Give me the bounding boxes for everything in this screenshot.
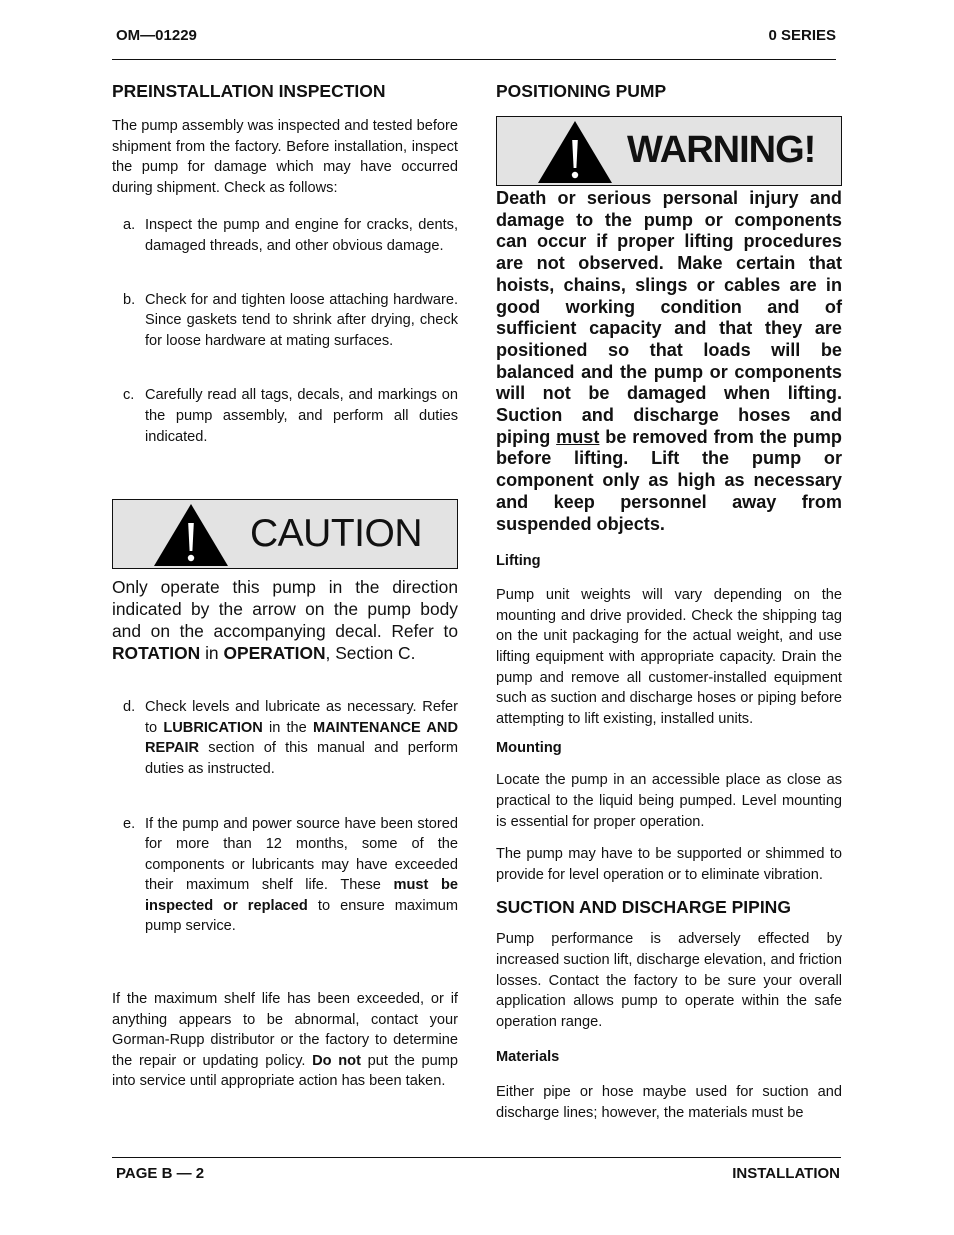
warning-banner <box>496 116 842 186</box>
list-text: Check for and tighten loose attaching hardware. Since gaskets tend to shrink after drying, check for loose hardware at mating surfaces. <box>145 291 458 349</box>
section-label: INSTALLATION <box>732 1165 840 1182</box>
list-marker: d. <box>123 699 136 716</box>
doc-number: OM—01229 <box>116 27 197 44</box>
right-column <box>496 80 842 1124</box>
header-rule <box>112 59 836 60</box>
mounting-subheading: Mounting <box>496 740 562 757</box>
suction-heading: SUCTION AND DISCHARGE PIPING <box>496 897 791 918</box>
list-text: Check levels and lubricate as necessary. Refer to LUBRICATION in the MAINTENANCE AND REPAIR section of this manual and perform duties as instructed. <box>145 699 459 777</box>
lifting-subheading: Lifting <box>496 553 541 570</box>
warning-triangle-icon <box>537 120 613 184</box>
mounting-paragraph-2: The pump may have to be supported or shimmed to provide for level operation or to eliminate vibration. <box>496 846 842 883</box>
list-item <box>112 215 458 256</box>
preinstallation-intro: The pump assembly was inspected and tested before shipment from the factory. Before installation, inspect the pump for damage which may have occurred during shipment. Check as follows: <box>112 118 458 196</box>
warning-label: WARNING! <box>627 129 816 171</box>
list-item <box>112 697 458 779</box>
caution-banner <box>112 499 458 569</box>
positioning-heading: POSITIONING PUMP <box>496 81 667 101</box>
suction-paragraph: Pump performance is adversely effected by increased suction lift, discharge elevation, and friction losses. Contact the factory to be sure your overall application allows pump to operate within the safe operation range. <box>496 931 842 1030</box>
closing-paragraph: If the maximum shelf life has been exceeded, or if anything appears to be abnormal, contact your Gorman-Rupp distributor or the factory to determine the repair or updating policy. Do not put the pump into service until appropriate action has been taken. <box>112 991 459 1090</box>
list-text: Carefully read all tags, decals, and markings on the pump assembly, and perform all duties indicated. <box>145 387 458 445</box>
preinstallation-heading: PREINSTALLATION INSPECTION <box>112 81 386 101</box>
warning-message: Death or serious personal injury and damage to the pump or components can occur if proper lifting procedures are not observed. Make certain that hoists, chains, slings or cables are in good working condition and of sufficient capacity and that they are positioned so that loads will be balanced and the pump or components will not be damaged when lifting. Suction and discharge hoses and piping must be removed from the pump before lifting. Lift the pump or component only as high as necessary and keep personnel away from suspended objects. <box>496 188 842 534</box>
series-label: 0 SERIES <box>768 27 836 44</box>
list-text: Inspect the pump and engine for cracks, dents, damaged threads, and other obvious damage. <box>145 217 458 254</box>
list-item <box>112 385 458 447</box>
caution-label: CAUTION <box>250 512 422 556</box>
list-marker: b. <box>123 291 136 308</box>
materials-paragraph: Either pipe or hose maybe used for suction and discharge lines; however, the materials must be <box>496 1084 842 1121</box>
materials-subheading: Materials <box>496 1049 560 1066</box>
list-text: If the pump and power source have been stored for more than 12 months, some of the components or lubricants may have exceeded their maximum shelf life. These must be inspected or replaced to ensure maximum pump service. <box>145 815 459 935</box>
lifting-paragraph: Pump unit weights will vary depending on the mounting and drive provided. Check the shipping tag on the unit packaging for the actual weight, and use lifting equipment with appropriate capacity. Drain the pump and remove all customer-installed equipment such as suction and discharge hoses or piping before attempting to lift existing, installed units. <box>496 587 842 727</box>
caution-triangle-icon <box>153 503 229 567</box>
list-marker: c. <box>123 387 135 404</box>
caution-message: Only operate this pump in the direction indicated by the arrow on the pump body and on the accompanying decal. Refer to ROTATION in OPERATION, Section C. <box>112 577 458 664</box>
list-item <box>112 814 458 938</box>
left-column <box>112 80 458 1092</box>
list-marker: a. <box>123 217 136 234</box>
page-number: PAGE B — 2 <box>116 1165 205 1182</box>
mounting-paragraph: Locate the pump in an accessible place as close as practical to the liquid being pumped. Level mounting is essential for proper operation. <box>496 772 842 830</box>
footer-rule <box>112 1157 841 1158</box>
list-marker: e. <box>123 815 136 832</box>
list-item <box>112 290 458 352</box>
